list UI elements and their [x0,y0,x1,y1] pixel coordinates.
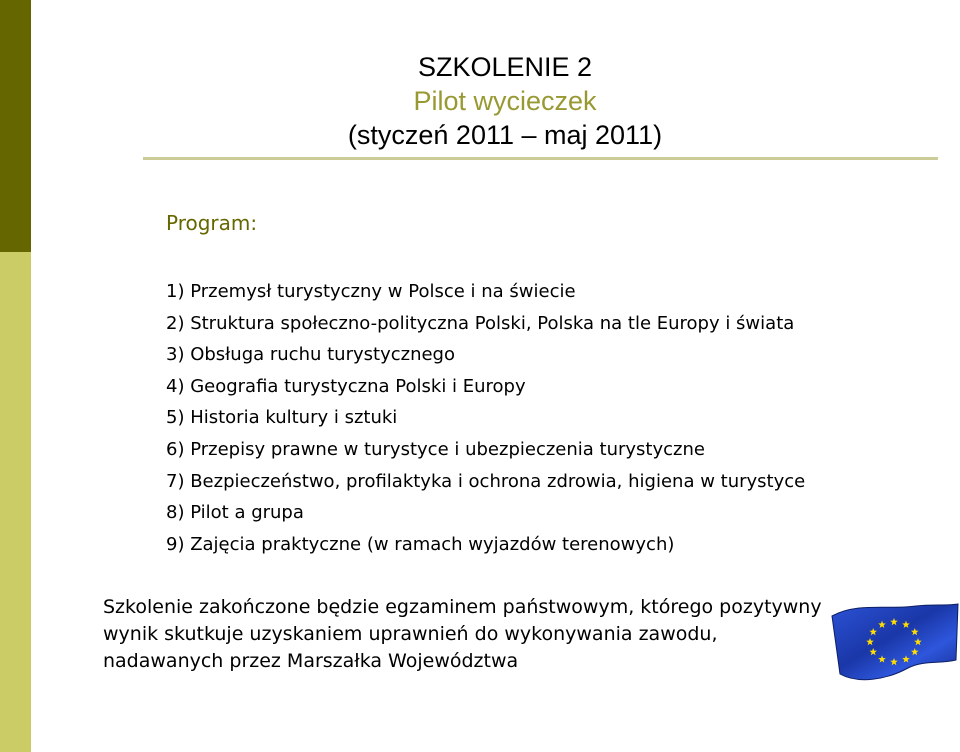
list-item: 6) Przepisy prawne w turystyce i ubezpieczenia turystyczne [166,438,705,460]
page-dates: (styczeń 2011 – maj 2011) [347,120,663,150]
sidebar-bar-dark [0,0,31,252]
list-item: 3) Obsługa ruchu turystycznego [166,344,455,366]
closing-note-line: nadawanych przez Marszałka Województwa [103,650,519,672]
title-block [180,50,830,152]
list-item: 4) Geografia turystyczna Polski i Europy [166,375,526,397]
title-divider [143,157,938,160]
list-item: 2) Struktura społeczno-polityczna Polski, Polska na tle Europy i świata [166,312,795,334]
sidebar-bar-light [0,252,31,752]
list-item: 5) Historia kultury i sztuki [166,407,398,429]
page-title: SZKOLENIE 2 [417,52,593,82]
list-item: 1) Przemysł turystyczny w Polsce i na świecie [166,281,576,302]
closing-note [103,594,863,675]
closing-note-line: wynik skutkuje uzyskaniem uprawnień do wykonywania zawodu, [103,623,718,645]
list-item: 8) Pilot a grupa [166,502,304,524]
list-item: 9) Zajęcia praktyczne (w ramach wyjazdów terenowych) [166,533,675,555]
closing-note-line: Szkolenie zakończone będzie egzaminem państwowym, którego pozytywny [103,596,822,618]
page-subtitle: Pilot wycieczek [413,86,597,116]
eu-flag-icon [828,596,960,688]
list-item: 7) Bezpieczeństwo, profilaktyka i ochrona zdrowia, higiena w turystyce [166,470,806,492]
program-label: Program: [166,211,258,235]
program-list [166,276,805,560]
